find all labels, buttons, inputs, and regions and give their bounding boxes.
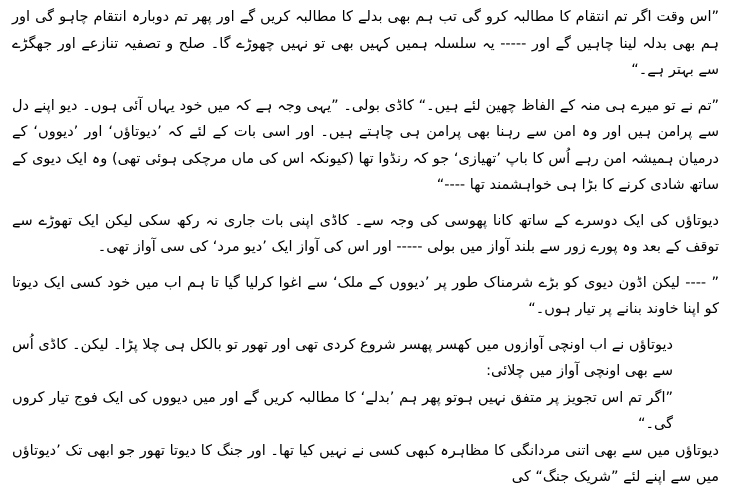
paragraph: دیوتاؤں میں سے بھی اتنی مردانگی کا مظاہرہ کبھی کسی نے نہیں کیا تھا۔ اور جنگ کا دیوتا تھور جو ابھی تک ’دیوتاؤں میں سے اپنے لئے ”شریک جنگ“ کی xyxy=(12,442,719,485)
paragraph: دیوتاؤں کی ایک دوسرے کے ساتھ کانا پھوسی کی وجہ سے۔ کاڈی اپنی بات جاری نہ رکھ سکی لیکن ایک تھوڑے سے توقف کے بعد وہ پورے زور سے بلند آواز میں بولی ----- اور اس کی آواز ایک ’دیو مرد‘ کی سی آواز تھی۔ xyxy=(12,212,719,255)
paragraph: دیوتاؤں نے اب اونچی آوازوں میں کھسر پھسر شروع کردی تھی اور تھور تو بالکل ہی چلا پڑا۔ لیکن۔ کاڈی اُس سے بھی اونچی آواز میں چلائی: xyxy=(12,336,673,379)
paragraph: ”تم نے تو میرے ہی منہ کے الفاظ چھین لئے ہیں۔“ کاڈی بولی۔ ”یہی وجہ ہے کہ میں خود یہاں آئی ہوں۔ دیو اپنے دل سے پرامن ہیں اور وہ امن سے رہنا بھی پرامن ہی چاہتے ہیں۔ اور اسی بات کے لئے کہ ’دیوتاؤں‘ اور ’دیووں‘ کے درمیان ہمیشہ امن رہے اُس کا باپ ’تھیازی‘ جو کہ رنڈوا تھا (کیونکہ اس کی ماں مرچکی ہوئی تھی) وہ ایک دیوی کے ساتھ شادی کرنے کا بڑا ہی خواہشمند تھا ----“ xyxy=(12,97,719,193)
paragraph: ”اگر تم اس تجویز پر متفق نہیں ہوتو پھر ہم ’بدلے‘ کا مطالبہ کریں گے اور میں دیووں کی ایک فوج تیار کروں گی۔“ xyxy=(12,389,673,432)
paragraph: ” ---- لیکن اڈون دیوی کو بڑے شرمناک طور پر ’دیووں کے ملک‘ سے اغوا کرلیا گیا تا ہم اب میں خود کسی ایک دیوتا کو اپنا خاوند بنانے پر تیار ہوں۔“ xyxy=(12,274,719,317)
paragraph: ”اس وقت اگر تم انتقام کا مطالبہ کرو گی تب ہم بھی بدلے کا مطالبہ کریں گے اور پھر تم دوبارہ انتقام چاہو گی اور ہم بھی بدلہ لینا چاہیں گے اور ----- یہ سلسلہ ہمیں کہیں بھی تو نہیں چھوڑے گا۔ صلح و تصفیہ تنازعے اور جھگڑے سے بہتر ہے۔“ xyxy=(12,9,719,78)
